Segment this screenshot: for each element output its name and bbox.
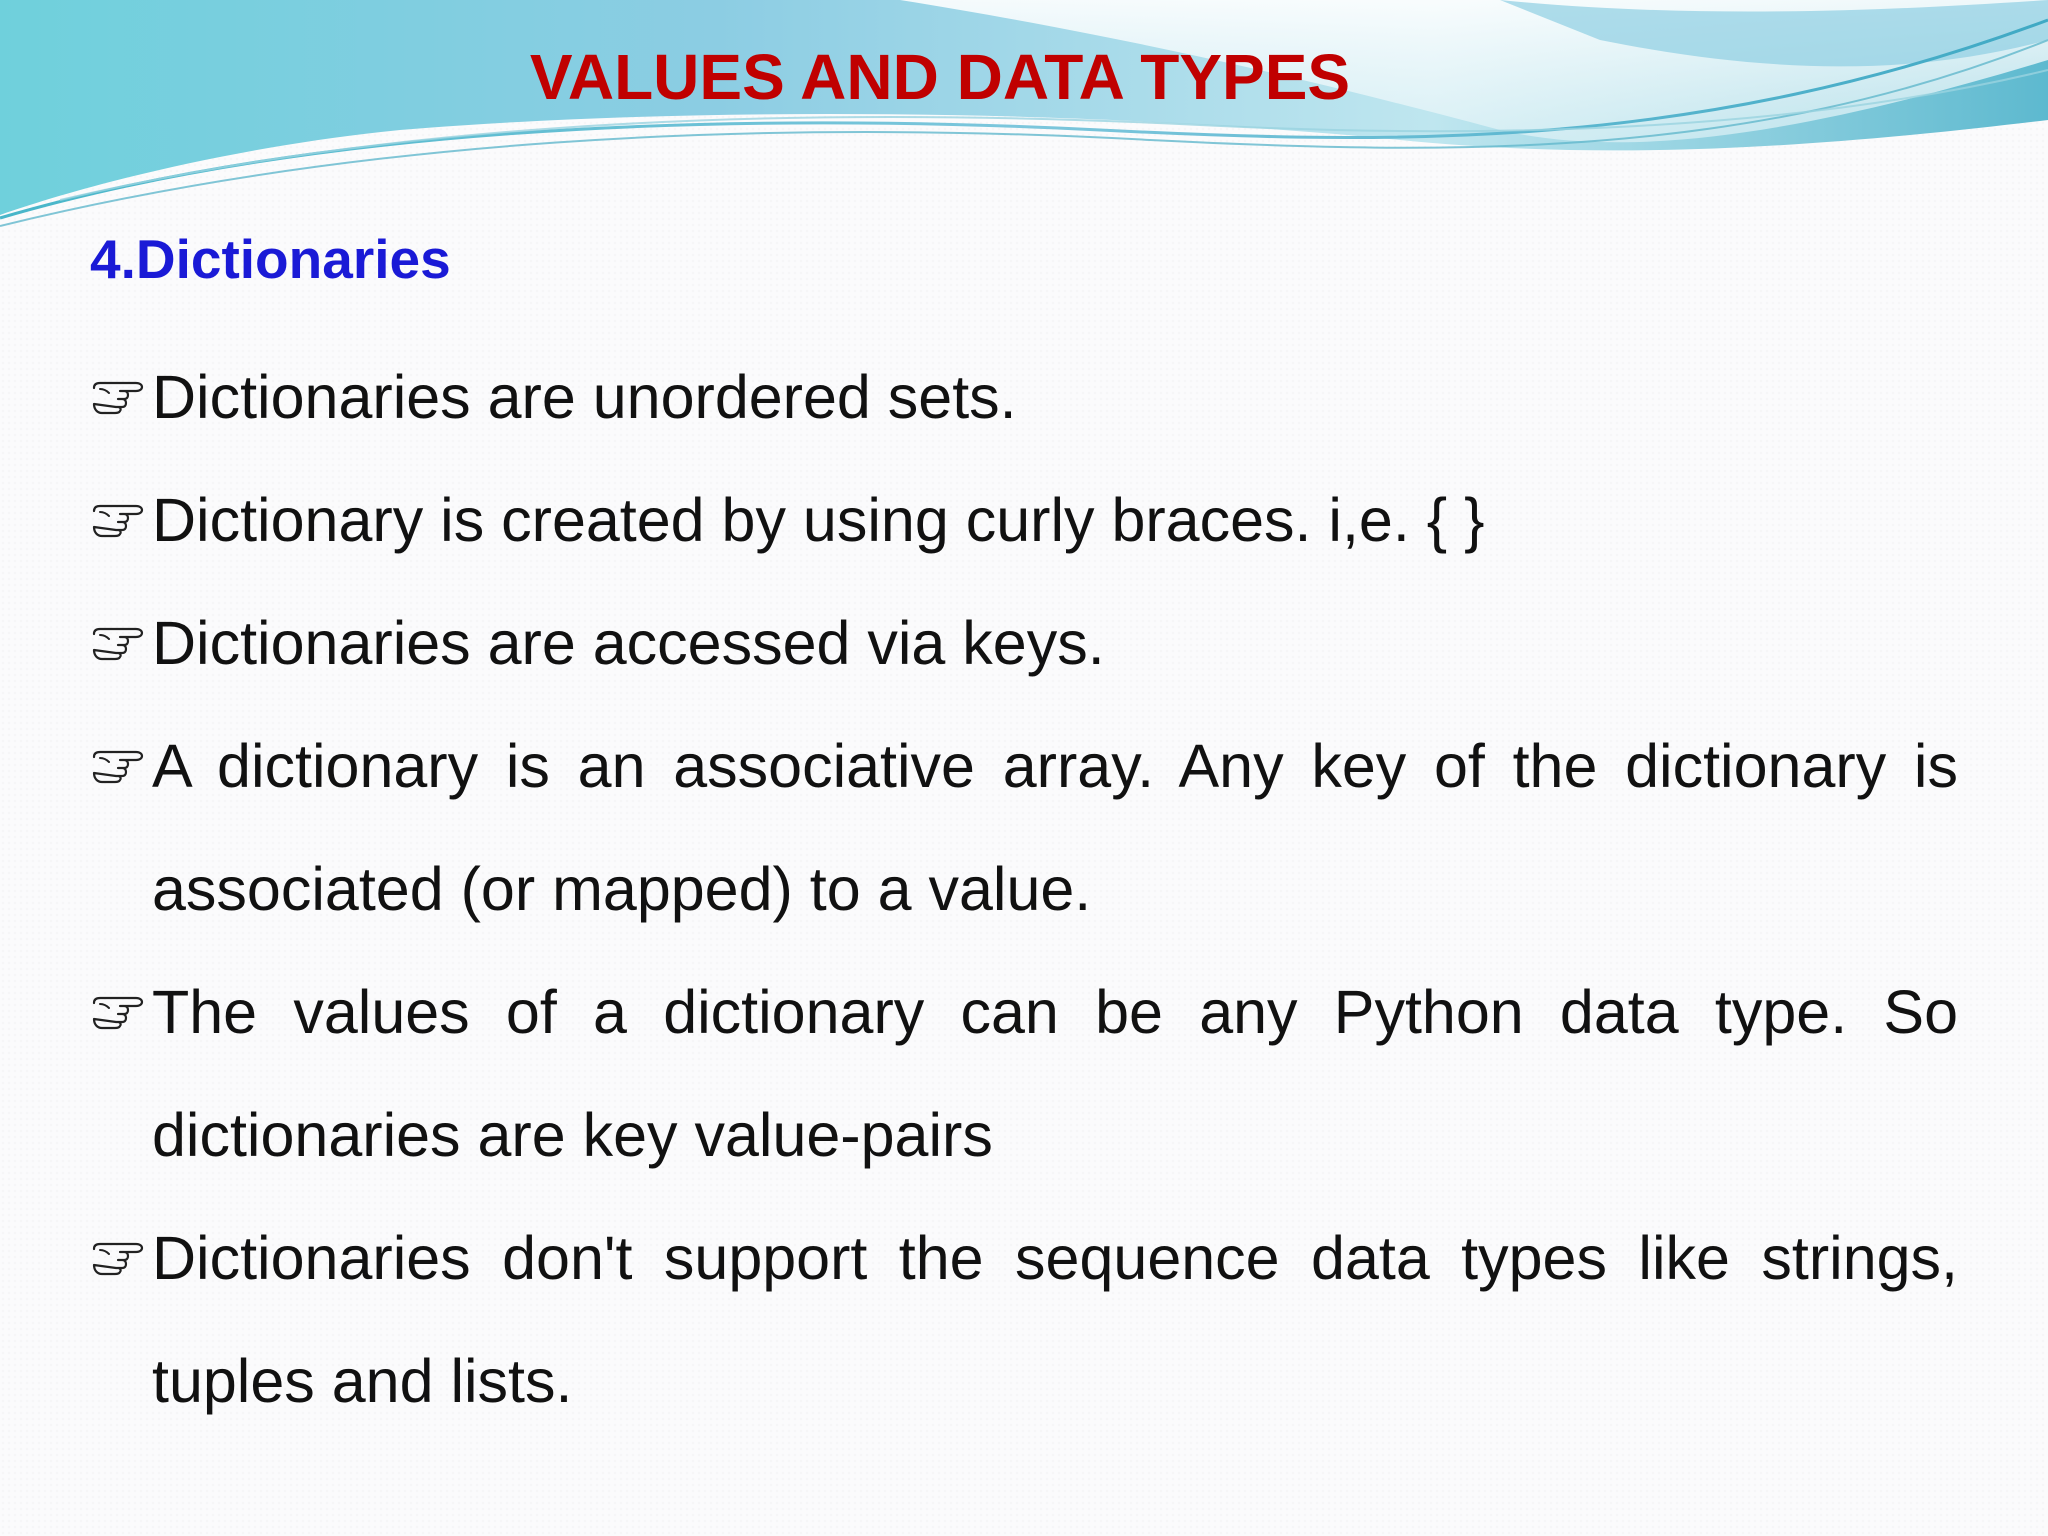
bullet-list <box>90 336 1958 1443</box>
list-item <box>90 1197 1958 1443</box>
list-item <box>90 705 1958 951</box>
bullet-text: Dictionaries are unordered sets. <box>152 363 1017 431</box>
bullet-text: Dictionaries don't support the sequence data types like strings, tuples and lists. <box>152 1224 1958 1415</box>
slide-title: VALUES AND DATA TYPES <box>529 41 1351 113</box>
pointing-hand-icon <box>90 620 148 662</box>
bullet-text: Dictionary is created by using curly braces. i,e. { } <box>152 486 1485 554</box>
pointing-hand-icon <box>90 1235 148 1277</box>
list-item <box>90 582 1958 705</box>
section-heading: 4.Dictionaries <box>90 228 451 290</box>
list-item <box>90 951 1958 1197</box>
list-item <box>90 336 1958 459</box>
bullet-text: Dictionaries are accessed via keys. <box>152 609 1105 677</box>
list-item <box>90 459 1958 582</box>
pointing-hand-icon <box>90 374 148 416</box>
pointing-hand-icon <box>90 743 148 785</box>
bullet-text: The values of a dictionary can be any Python data type. So dictionaries are key value-pairs <box>152 978 1958 1169</box>
pointing-hand-icon <box>90 989 148 1031</box>
pointing-hand-icon <box>90 497 148 539</box>
header-wave-decoration <box>0 0 2048 240</box>
bullet-text: A dictionary is an associative array. Any key of the dictionary is associated (or mapped) to a value. <box>152 732 1958 923</box>
